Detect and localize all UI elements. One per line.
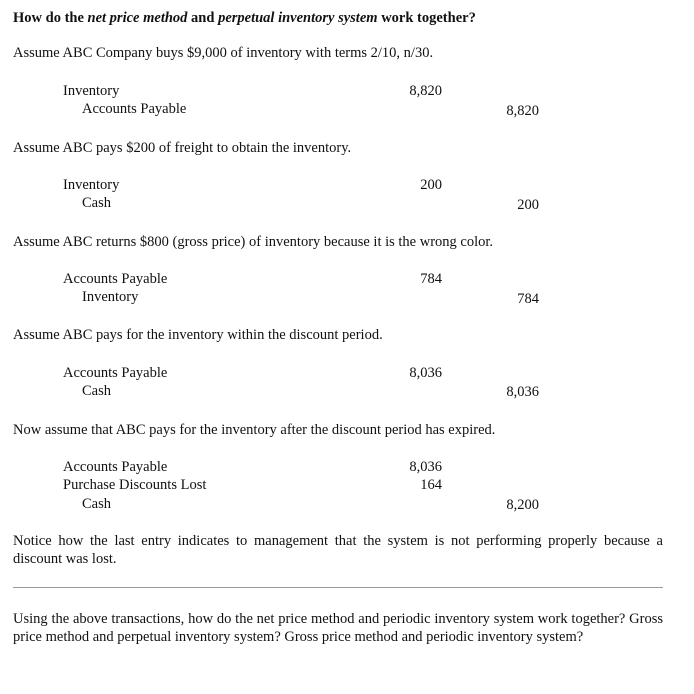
entry4-credit-amount: 8,036: [506, 384, 539, 400]
entry1-credit-account: Accounts Payable: [82, 101, 187, 117]
entry1-credit-amount: 8,820: [506, 103, 539, 119]
pays-paragraph: Assume ABC pays for the inventory within the discount period.: [13, 327, 383, 343]
entry2-credit-account: Cash: [82, 195, 111, 211]
title-text-end: work together?: [377, 10, 476, 26]
entry4-debit-account: Accounts Payable: [63, 365, 168, 381]
entry1-debit-account: Inventory: [63, 83, 120, 99]
entry5-debit-account-1: Accounts Payable: [63, 459, 168, 475]
notice-paragraph: Notice how the last entry indicates to management that the system is not performing properly because a discount was lost.: [13, 533, 663, 567]
intro-paragraph: Assume ABC Company buys $9,000 of inventory with terms 2/10, n/30.: [13, 45, 434, 61]
entry2-debit-amount: 200: [420, 177, 442, 193]
expired-paragraph: Now assume that ABC pays for the inventory after the discount period has expired.: [13, 422, 496, 438]
entry5-debit-account-2: Purchase Discounts Lost: [63, 477, 207, 493]
entry2-debit-account: Inventory: [63, 177, 120, 193]
entry3-credit-account: Inventory: [82, 289, 139, 305]
entry4-debit-amount: 8,036: [409, 365, 442, 381]
entry5-credit-account: Cash: [82, 496, 111, 512]
entry3-debit-amount: 784: [420, 271, 442, 287]
section-divider: [13, 587, 663, 588]
entry1-debit-amount: 8,820: [409, 83, 442, 99]
entry5-debit-amount-1: 8,036: [409, 459, 442, 475]
entry3-debit-account: Accounts Payable: [63, 271, 168, 287]
entry2-credit-amount: 200: [517, 197, 539, 213]
title-text-and: and: [187, 10, 219, 26]
title-text-perpetual: perpetual inventory system: [218, 10, 378, 26]
title-text-1: How do the: [13, 10, 88, 26]
entry5-credit-amount: 8,200: [506, 497, 539, 513]
entry5-debit-amount-2: 164: [420, 477, 442, 493]
page-title: [13, 9, 476, 27]
question-paragraph: Using the above transactions, how do the net price method and periodic inventory system work together? Gross price method and perpetual inventory system? Gross price method and periodic inventory system?: [13, 611, 663, 645]
entry4-credit-account: Cash: [82, 383, 111, 399]
freight-paragraph: Assume ABC pays $200 of freight to obtain the inventory.: [13, 140, 352, 156]
title-text-net-price: net price method: [87, 10, 188, 26]
entry3-credit-amount: 784: [517, 291, 539, 307]
returns-paragraph: Assume ABC returns $800 (gross price) of inventory because it is the wrong color.: [13, 234, 494, 250]
